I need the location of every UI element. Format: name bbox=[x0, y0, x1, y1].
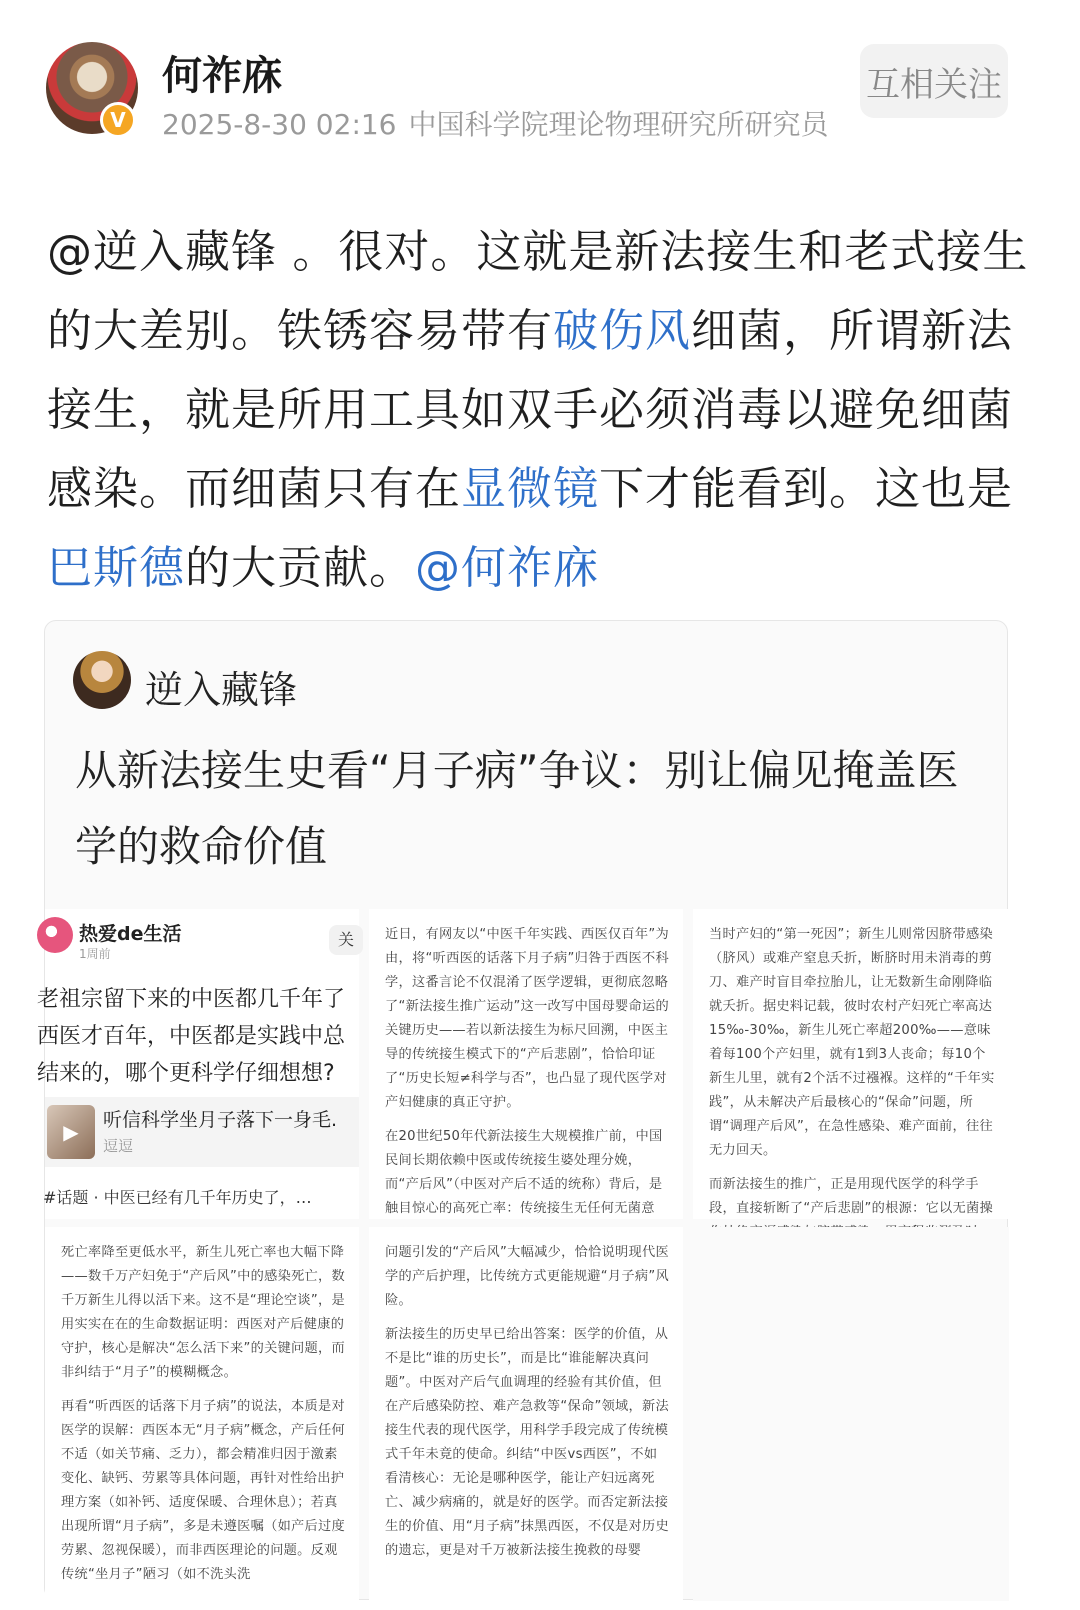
article-paragraph: 而新法接生的推广，正是用现代医学的科学手段，直接斩断了“产后悲剧”的根源：它以无菌操 bbox=[709, 1177, 994, 1216]
screenshot-line: 西医才百年，中医都是实践中总 bbox=[37, 1024, 346, 1049]
follow-button[interactable]: 互相关注 bbox=[860, 44, 1008, 118]
article-paragraph: 近日，有网友以“中医千年实践、西医仅百年”为由，将“听西医的话落下月子病”归咎于西医不科学，这番言论不仅混淆了医学逻辑，更彻底忽略了“新法接生推广运动”这一改写中国母婴命运的关键历史——若以新法接生为标尺回溯，中医主导的传统接生模式下的“产后悲剧”，恰恰印证了“历史长短≠科学与否”，也凸显了现代医学对产妇健康的真正守护。 bbox=[385, 927, 670, 1110]
repost-author-name[interactable]: 逆入藏锋 bbox=[145, 668, 298, 712]
image-thumbnail-3[interactable] bbox=[693, 909, 1009, 1219]
article-paragraph: 问题引发的“产后风”大幅减少，恰恰说明现代医学的产后护理，比传统方式更能规避“月子病”风险。 bbox=[385, 1245, 670, 1308]
topic-link[interactable]: 显微镜 bbox=[461, 462, 600, 515]
screenshot-header bbox=[45, 909, 359, 973]
post-meta bbox=[162, 103, 829, 143]
verified-badge-icon: V bbox=[100, 102, 136, 138]
image-grid-empty-slot bbox=[693, 1227, 1009, 1601]
post-body bbox=[47, 212, 1037, 607]
post-text-segment: 下才能看到。这也是 bbox=[599, 462, 1014, 515]
reposted-card[interactable] bbox=[37, 620, 1008, 1600]
image-thumbnail-2[interactable] bbox=[369, 909, 683, 1219]
author-bio: 中国科学院理论物理研究所研究员 bbox=[408, 108, 829, 141]
screenshot-topic: #话题 · 中医已经有几千年历史了，… bbox=[43, 1188, 312, 1207]
screenshot-card-author: 逗逗 bbox=[103, 1137, 134, 1155]
repost-title: 从新法接生史看“月子病”争议：别让偏见掩盖医学的救命价值 bbox=[75, 746, 959, 871]
article-text bbox=[693, 909, 1009, 1245]
post-text-segment: 细菌，所谓新法接生，就是所用工具如双手必须消毒以避免细菌感染。而细菌只有在 bbox=[47, 304, 1014, 515]
screenshot-video-card bbox=[45, 1097, 359, 1167]
screenshot-text bbox=[37, 981, 367, 1092]
article-paragraph: 再看“听西医的话落下月子病”的说法，本质是对医学的误解：西医本无“月子病”概念，产后任何不适（如关节痛、乏力），都会精准归因于激素变化、缺钙、劳累等具体问题，再针对性给出护理方案（如补钙、适度保暖、合理休息）；若真出现所谓“月子病”，多是未遵医嘱（如产后过度劳累、忽视保暖），而非西医理论的问题。反观传统“坐月子”陋习（如不洗头洗 bbox=[61, 1399, 346, 1582]
author-name[interactable]: 何祚庥 bbox=[162, 53, 282, 99]
article-paragraph: 新法接生的历史早已给出答案：医学的价值，从不是比“谁的历史长”，而是比“谁能解决真问题”。中医对产后气血调理的经验有其价值，但在产后感染防控、难产急救等“保命”领域，新法接生代表的现代医学，用科学手段完成了传统模式千年未竟的使命。纠结“中医vs西医”，不如看清核心：无论是哪种医学，能让产妇远离死亡、减少病痛的，就是好的医学。而否定新法接生的价值、用“月子病”抹黑西医，不仅是对历史的遗忘，更是对千万被新法接生挽救的母婴 bbox=[385, 1327, 670, 1558]
image-thumbnail-5[interactable] bbox=[369, 1227, 683, 1601]
image-thumbnail-4[interactable] bbox=[45, 1227, 359, 1601]
article-text bbox=[369, 909, 683, 1221]
topic-link[interactable]: 破伤风 bbox=[553, 304, 692, 357]
image-grid bbox=[37, 909, 1009, 1601]
repost-author-avatar[interactable] bbox=[73, 651, 131, 709]
screenshot-time: 1周前 bbox=[79, 947, 111, 961]
post-text-segment: 的大贡献。 bbox=[185, 541, 416, 594]
article-paragraph: 在20世纪50年代新法接生大规模推广前，中国民间长期依赖中医或传统接生婆处理分娩，而“产后风”（中医对产后不适的统称）背后，是触目惊心的高死亡率：传统接生无任何无菌意 bbox=[385, 1129, 663, 1216]
screenshot-follow: 关 bbox=[329, 925, 363, 955]
play-icon: ▶ bbox=[47, 1105, 95, 1159]
article-paragraph: 当时产妇的“第一死因”；新生儿则常因脐带感染（脐风）或难产窒息夭折，断脐时用未消毒的剪刀、难产时盲目牵拉胎儿，让无数新生命刚降临就夭折。据史料记载，彼时农村产妇死亡率高达15‰-30‰，新生儿死亡率超200‰——意味着每100个产妇里，就有1到3人丧命；每10个新生儿里，就有2个活不过襁褓。这样的“千年实践”，从未解决产后最核心的“保命”问题，所谓“调理产后风”，在急性感染、难产面前，往往无力回天。 bbox=[709, 927, 995, 1158]
topic-link[interactable]: 巴斯德 bbox=[47, 541, 186, 594]
article-text bbox=[369, 1227, 683, 1563]
screenshot-line: 老祖宗留下来的中医都几千年了 bbox=[37, 987, 346, 1012]
mention-link[interactable]: @逆入藏锋 bbox=[47, 225, 278, 278]
article-paragraph: 死亡率降至更低水平，新生儿死亡率也大幅下降——数千万产妇免于“产后风”中的感染死亡，数千万新生儿得以活下来。这不是“理论空谈”，是用实实在在的生命数据证明：西医对产后健康的守护，核心是解决“怎么活下来”的关键问题，而非纠结于“月子”的模糊概念。 bbox=[61, 1245, 346, 1380]
post-timestamp: 2025-8-30 02:16 bbox=[162, 108, 397, 141]
mention-link[interactable]: @何祚庥 bbox=[415, 541, 600, 594]
screenshot-card-title: 听信科学坐月子落下一身毛. bbox=[103, 1109, 338, 1131]
image-thumbnail-1[interactable] bbox=[37, 909, 359, 1219]
article-text bbox=[45, 1227, 359, 1587]
screenshot-line: 结来的，哪个更科学仔细想想? bbox=[37, 1061, 335, 1086]
screenshot-avatar bbox=[37, 917, 73, 953]
post-text-segment: 。很对。这就是新法接生和老式接生的大差别。铁锈容易带有 bbox=[47, 225, 1029, 357]
post-header bbox=[0, 0, 1080, 160]
screenshot-username: 热爱de生活 bbox=[79, 923, 182, 945]
